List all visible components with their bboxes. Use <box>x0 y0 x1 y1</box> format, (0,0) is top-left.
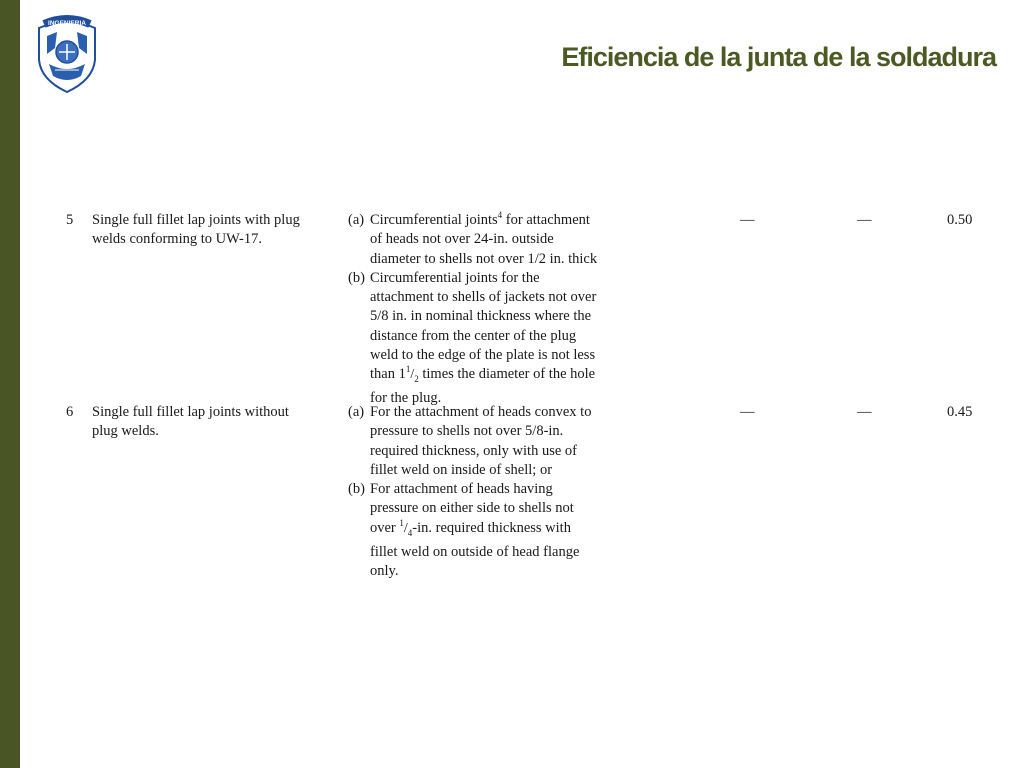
joint-type-line: Single full fillet lap joints without <box>92 404 289 420</box>
efficiency-col-c: 0.45 <box>947 404 973 420</box>
fraction: $^1/_2$ <box>405 364 419 385</box>
efficiency-col-c: 0.50 <box>947 212 973 228</box>
efficiency-col-a: — <box>740 212 755 228</box>
joint-limitations <box>348 211 597 409</box>
joint-limitations <box>348 403 591 581</box>
joint-type-line: welds conforming to UW-17. <box>92 231 262 248</box>
limitation-item-b: (b) For attachment of heads having pressure on either side to shells not over $^1/_4-in$. required thickness with fillet weld on outside of head flange only. <box>348 481 580 580</box>
row-number: 6 <box>66 404 74 420</box>
limitation-label: (a) <box>348 404 365 420</box>
limitation-label: (b) <box>348 269 365 286</box>
joint-type-line: plug welds. <box>92 423 159 440</box>
joint-type <box>92 211 300 250</box>
efficiency-col-b: — <box>857 404 872 420</box>
row-number: 5 <box>66 212 74 228</box>
joint-type <box>92 403 289 442</box>
efficiency-col-b: — <box>857 212 872 228</box>
fraction: $^1/_4$ <box>399 517 413 538</box>
limitation-label: (a) <box>348 212 365 228</box>
limitation-label: (b) <box>348 481 365 498</box>
footnote-marker: 4 <box>497 210 503 220</box>
joint-type-line: Single full fillet lap joints with plug <box>92 212 300 228</box>
efficiency-col-a: — <box>740 404 755 420</box>
logo-text: INGENIERIA <box>48 20 86 27</box>
limitation-item-a: (a) For the attachment of heads convex to pressure to shells not over 5/8-in. required thickness, only with use of fillet weld on inside of shell; or <box>348 404 592 478</box>
slide-title: Eficiencia de la junta de la soldadura <box>561 42 996 72</box>
limitation-item-b: (b) Circumferential joints for the attachment to shells of jackets not over 5/8 in. in nominal thickness where the distance from the center of the plug weld to the edge of the plate is not less than $1^1/_2$ times the diameter of the hole for the plug. <box>348 269 597 407</box>
limitation-item-a: (a) Circumferential joints$^4$ for attachment of heads not over 24-in. outside diameter to shells not over 1/2 in. thick <box>348 210 598 267</box>
